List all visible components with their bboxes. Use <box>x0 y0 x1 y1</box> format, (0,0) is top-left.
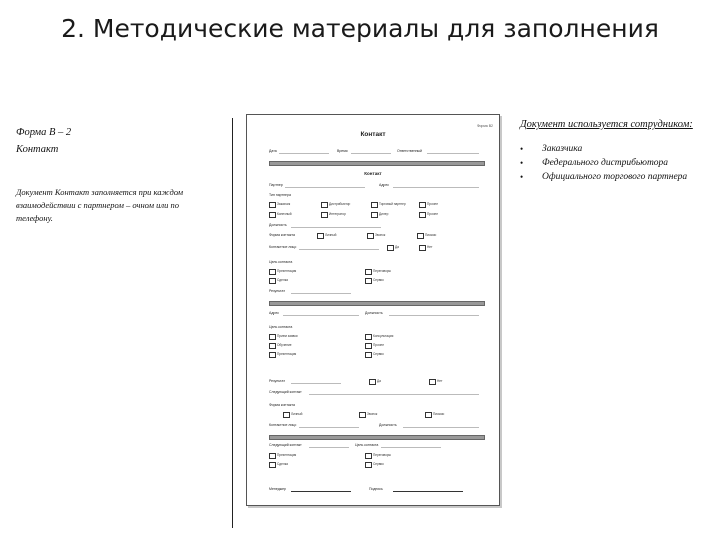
bullet-icon: • <box>520 158 524 168</box>
goal-label-2: Цель контакта <box>269 325 293 329</box>
position-line <box>291 227 381 228</box>
checkbox[interactable] <box>365 462 372 468</box>
checkbox[interactable] <box>365 269 372 275</box>
checkbox[interactable] <box>365 343 372 349</box>
section-bar <box>269 301 485 306</box>
checkbox-label: Звонок <box>367 412 378 416</box>
checkbox[interactable] <box>367 233 374 239</box>
checkbox-label: Звонок <box>375 233 386 237</box>
checkbox[interactable] <box>317 233 324 239</box>
address-line-2 <box>283 315 359 316</box>
address-row-2 <box>269 311 479 316</box>
form-title: Контакт <box>360 131 386 138</box>
section-contact-title: Контакт <box>364 171 382 176</box>
contact-form-label: Форма контакта <box>269 233 295 237</box>
checkbox-label: Торговый партнер <box>379 202 406 206</box>
partner-row <box>269 183 479 188</box>
type-label-row <box>269 193 479 198</box>
signature-line <box>393 491 463 492</box>
result-row-2 <box>269 379 479 384</box>
form-number: Форма В2 <box>476 124 493 128</box>
slide-title: 2. Методические материалы для заполнения <box>61 14 659 43</box>
result-line <box>291 293 351 294</box>
checkbox[interactable] <box>321 202 328 208</box>
goal2-checkbox-row-2 <box>269 343 479 348</box>
checkbox[interactable] <box>269 453 276 459</box>
checkbox[interactable] <box>419 212 426 218</box>
manager-line <box>291 491 351 492</box>
goal2-checkbox-row-3 <box>269 352 479 357</box>
checkbox-label: Нет <box>437 379 443 383</box>
checkbox[interactable] <box>269 269 276 275</box>
users-list <box>520 143 710 184</box>
list-item <box>520 171 710 184</box>
header-fields-row <box>269 149 479 154</box>
checkbox[interactable] <box>269 202 276 208</box>
position-row <box>269 223 479 228</box>
next-contact-row <box>269 390 479 395</box>
form-type-checkbox-row <box>269 412 479 417</box>
checkbox-label: Переговоры <box>373 453 391 457</box>
address-label: Адрес <box>379 183 390 187</box>
date-line <box>279 153 329 154</box>
checkbox-label: Обучение <box>277 343 292 347</box>
list-item <box>520 143 710 156</box>
checkbox-label: Прочее <box>427 212 438 216</box>
form-page-image <box>246 114 500 506</box>
checkbox[interactable] <box>371 212 378 218</box>
person-row <box>269 245 479 250</box>
bullet-icon: • <box>520 144 524 154</box>
type-checkbox-row <box>269 202 479 207</box>
checkbox[interactable] <box>387 245 394 251</box>
next-contact-label-2: Следующий контакт <box>269 443 302 447</box>
checkbox-label: Консультация <box>373 334 394 338</box>
checkbox-label: Личный <box>325 233 337 237</box>
form-reference <box>16 124 216 158</box>
checkbox[interactable] <box>419 245 426 251</box>
person-line <box>299 249 379 250</box>
next-contact-line-2 <box>309 447 349 448</box>
final-checkbox-row-2 <box>269 462 479 467</box>
checkbox[interactable] <box>365 334 372 340</box>
checkbox[interactable] <box>425 412 432 418</box>
checkbox-label: Презентация <box>277 352 297 356</box>
checkbox-label: Дилер <box>379 212 389 216</box>
section-bar <box>269 435 485 440</box>
checkbox[interactable] <box>269 212 276 218</box>
checkbox[interactable] <box>269 352 276 358</box>
date-label: Дата <box>269 149 277 153</box>
position-label-3: Должность <box>379 423 397 427</box>
checkbox-label: Заказчик <box>277 202 291 206</box>
type2-checkbox-row <box>269 212 479 217</box>
manager-label: Менеджер <box>269 487 286 491</box>
goal-label: Цель контакта <box>269 260 293 264</box>
checkbox-label: Личный <box>291 412 303 416</box>
responsible-line <box>427 153 479 154</box>
checkbox[interactable] <box>419 202 426 208</box>
address-label-2: Адрес <box>269 311 280 315</box>
next-contact-row-2 <box>269 443 479 448</box>
users-heading: Документ используется сотрудником: <box>520 119 693 130</box>
final-checkbox-row <box>269 453 479 458</box>
address-line <box>393 187 479 188</box>
list-item-text: Заказчика <box>542 144 583 154</box>
person-line-2 <box>299 427 359 428</box>
checkbox-label: Да <box>377 379 381 383</box>
checkbox[interactable] <box>269 343 276 349</box>
checkbox[interactable] <box>429 379 436 385</box>
checkbox-label: Прочее <box>427 202 438 206</box>
person-label: Контактное лицо <box>269 245 297 249</box>
checkbox[interactable] <box>371 202 378 208</box>
checkbox-label: Нет <box>427 245 433 249</box>
checkbox-label: Презентация <box>277 453 297 457</box>
time-line <box>351 153 391 154</box>
goal2-checkbox-row <box>269 334 479 339</box>
form-description: Документ Контакт заполняется при каждом взаимодействии с партнером – очном или по телефону. <box>16 187 184 223</box>
next-contact-label: Следующий контакт <box>269 390 302 394</box>
checkbox[interactable] <box>365 278 372 284</box>
checkbox-label: Сделка <box>277 462 288 466</box>
next-contact-line <box>309 394 479 395</box>
partner-line <box>285 187 365 188</box>
checkbox-label: Прием заявки <box>277 334 298 338</box>
checkbox[interactable] <box>369 379 376 385</box>
position-line-2 <box>389 315 479 316</box>
goal-label-3: Цель контакта <box>355 443 379 447</box>
goal-line-3 <box>381 447 441 448</box>
responsible-label: Ответственный <box>397 149 422 153</box>
person-label-2: Контактное лицо <box>269 423 297 427</box>
list-item-text: Федерального дистрибьютора <box>542 158 669 168</box>
checkbox[interactable] <box>359 412 366 418</box>
checkbox[interactable] <box>269 462 276 468</box>
checkbox-label: Переговоры <box>373 269 391 273</box>
checkbox-label: Конечный <box>277 212 292 216</box>
person-row-2 <box>269 423 479 428</box>
goal-label-row-2 <box>269 325 479 330</box>
goal-checkbox-row-2 <box>269 278 479 283</box>
position-label-2: Должность <box>365 311 383 315</box>
checkbox[interactable] <box>417 233 424 239</box>
checkbox-label: Прочее <box>373 343 384 347</box>
result-label-2: Результат <box>269 379 285 383</box>
contact-form-label-2: Форма контакта <box>269 403 295 407</box>
bullet-icon: • <box>520 172 524 182</box>
result-line-2 <box>291 383 341 384</box>
form-name: Контакт <box>16 144 59 155</box>
checkbox-label: Сервис <box>373 278 384 282</box>
checkbox-label: Интегратор <box>329 212 346 216</box>
checkbox[interactable] <box>269 334 276 340</box>
type-label: Тип партнера <box>269 193 291 197</box>
goal-checkbox-row <box>269 269 479 274</box>
checkbox[interactable] <box>269 278 276 284</box>
partner-label: Партнер <box>269 183 283 187</box>
result-label: Результат <box>269 289 285 293</box>
checkbox-label: Письмо <box>425 233 437 237</box>
users-block <box>520 116 710 185</box>
result-row <box>269 289 479 294</box>
time-label: Время <box>337 149 348 153</box>
checkbox[interactable] <box>365 453 372 459</box>
checkbox-label: Дистрибьютор <box>329 202 351 206</box>
checkbox[interactable] <box>283 412 290 418</box>
list-item-text: Официального торгового партнера <box>542 172 688 182</box>
signature-label: Подпись <box>369 487 383 491</box>
checkbox[interactable] <box>365 352 372 358</box>
position-line-3 <box>403 427 479 428</box>
checkbox-label: Да <box>395 245 399 249</box>
checkbox-label: Письмо <box>433 412 445 416</box>
vertical-divider <box>232 118 233 528</box>
position-label: Должность <box>269 223 287 227</box>
goal-label-row <box>269 260 479 265</box>
form-code: Форма В – 2 <box>16 127 72 138</box>
list-item <box>520 157 710 170</box>
form-type-row-2 <box>269 403 479 408</box>
checkbox-label: Сделка <box>277 278 288 282</box>
checkbox-label: Сервис <box>373 352 384 356</box>
contact-form-row <box>269 233 479 238</box>
checkbox-label: Сервис <box>373 462 384 466</box>
checkbox-label: Презентация <box>277 269 297 273</box>
section-bar <box>269 161 485 166</box>
checkbox[interactable] <box>321 212 328 218</box>
